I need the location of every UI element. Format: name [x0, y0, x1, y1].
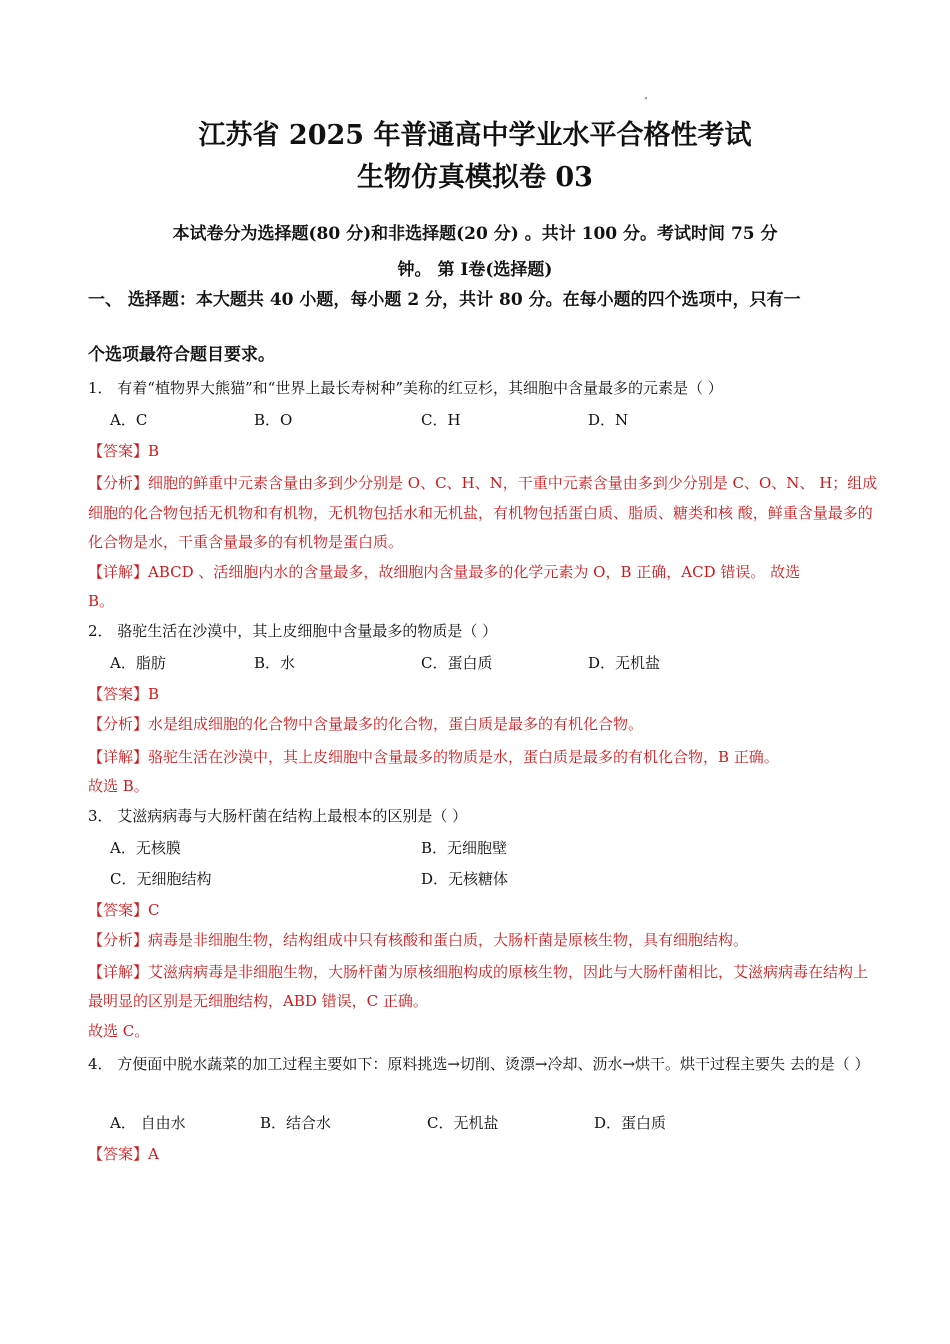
option-b: B．O	[254, 411, 293, 429]
question-stem: 1． 有着“植物界大熊猫”和“世界上最长寿树种”美称的红豆杉，其细胞中含量最多的元素是（ ）	[88, 379, 723, 397]
option-c: C．无机盐	[427, 1114, 499, 1132]
analysis: 【分析】细胞的鲜重中元素含量由多到少分别是 O、C、H、N，干重中元素含量由多到少分别是 C、O、N、 H；组成细胞的化合物包括无机物和有机物，无机物包括水和无机盐，有机物包括蛋白质、脂质、糖类和核 酸，鲜重含量最多的化合物是水，干重含量最多的有机物是蛋白质。	[88, 474, 878, 551]
detail: 【详解】骆驼生活在沙漠中，其上皮细胞中含量最多的物质是水，蛋白质是最多的有机化合物，B 正确。	[88, 748, 779, 766]
question-stem: 3． 艾滋病病毒与大肠杆菌在结构上最根本的区别是（ ）	[88, 807, 468, 825]
answer: 【答案】C	[88, 901, 160, 919]
detail: 【详解】ABCD 、活细胞内水的含量最多，故细胞内含量最多的化学元素为 O，B 正确，ACD 错误。 故选 B。	[88, 563, 801, 610]
intro-line: 本试卷分为选择题(80 分)和非选择题(20 分) 。共计 100 分。考试时间 75 分	[172, 224, 778, 244]
option-c: C．蛋白质	[421, 654, 493, 672]
analysis: 【分析】病毒是非细胞生物，结构组成中只有核酸和蛋白质，大肠杆菌是原核生物，具有细胞结构。	[88, 931, 749, 949]
exam-intro	[130, 216, 820, 288]
answer: 【答案】B	[88, 685, 160, 703]
question-stem: 4． 方便面中脱水蔬菜的加工过程主要如下：原料挑选→切削、烫漂→冷却、沥水→烘干。烘干过程主要失 去的是（ ）	[88, 1055, 870, 1073]
intro-line: 钟。 第 Ⅰ卷(选择题)	[397, 260, 553, 280]
option-b: B．结合水	[260, 1114, 332, 1132]
section-heading: 一、 选择题：本大题共 40 小题，每小题 2 分，共计 80 分。在每小题的四个选项中，只有一	[88, 290, 801, 310]
option-c: C．H	[421, 411, 461, 429]
conclusion: 故选 C。	[88, 1022, 150, 1040]
option-a: A．无核膜	[110, 839, 181, 857]
section-heading-cont: 个选项最符合题目要求。	[88, 345, 275, 365]
option-d: D．无机盐	[588, 654, 661, 672]
page-subtitle: 生物仿真模拟卷 03	[357, 162, 593, 193]
option-d: D．N	[588, 411, 629, 429]
option-c: C．无细胞结构	[110, 870, 212, 888]
option-b: B．无细胞壁	[421, 839, 508, 857]
question-stem: 2． 骆驼生活在沙漠中，其上皮细胞中含量最多的物质是（ ）	[88, 622, 498, 640]
option-d: D．无核糖体	[421, 870, 509, 888]
detail: 【详解】艾滋病病毒是非细胞生物，大肠杆菌为原核细胞构成的原核生物，因此与大肠杆菌相比，艾滋病病毒在结构上最明显的区别是无细胞结构，ABD 错误，C 正确。	[88, 963, 869, 1010]
conclusion: 故选 B。	[88, 777, 149, 795]
option-a: A． 自由水	[110, 1114, 186, 1132]
option-a: A．脂肪	[110, 654, 166, 672]
page-title: 江苏省 2025 年普通高中学业水平合格性考试	[198, 120, 752, 151]
answer: 【答案】A	[88, 1145, 159, 1163]
option-b: B．水	[254, 654, 296, 672]
option-d: D．蛋白质	[594, 1114, 667, 1132]
page-mark: "	[644, 96, 648, 105]
option-a: A．C	[110, 411, 148, 429]
analysis: 【分析】水是组成细胞的化合物中含量最多的化合物，蛋白质是最多的有机化合物。	[88, 715, 644, 733]
answer: 【答案】B	[88, 442, 160, 460]
